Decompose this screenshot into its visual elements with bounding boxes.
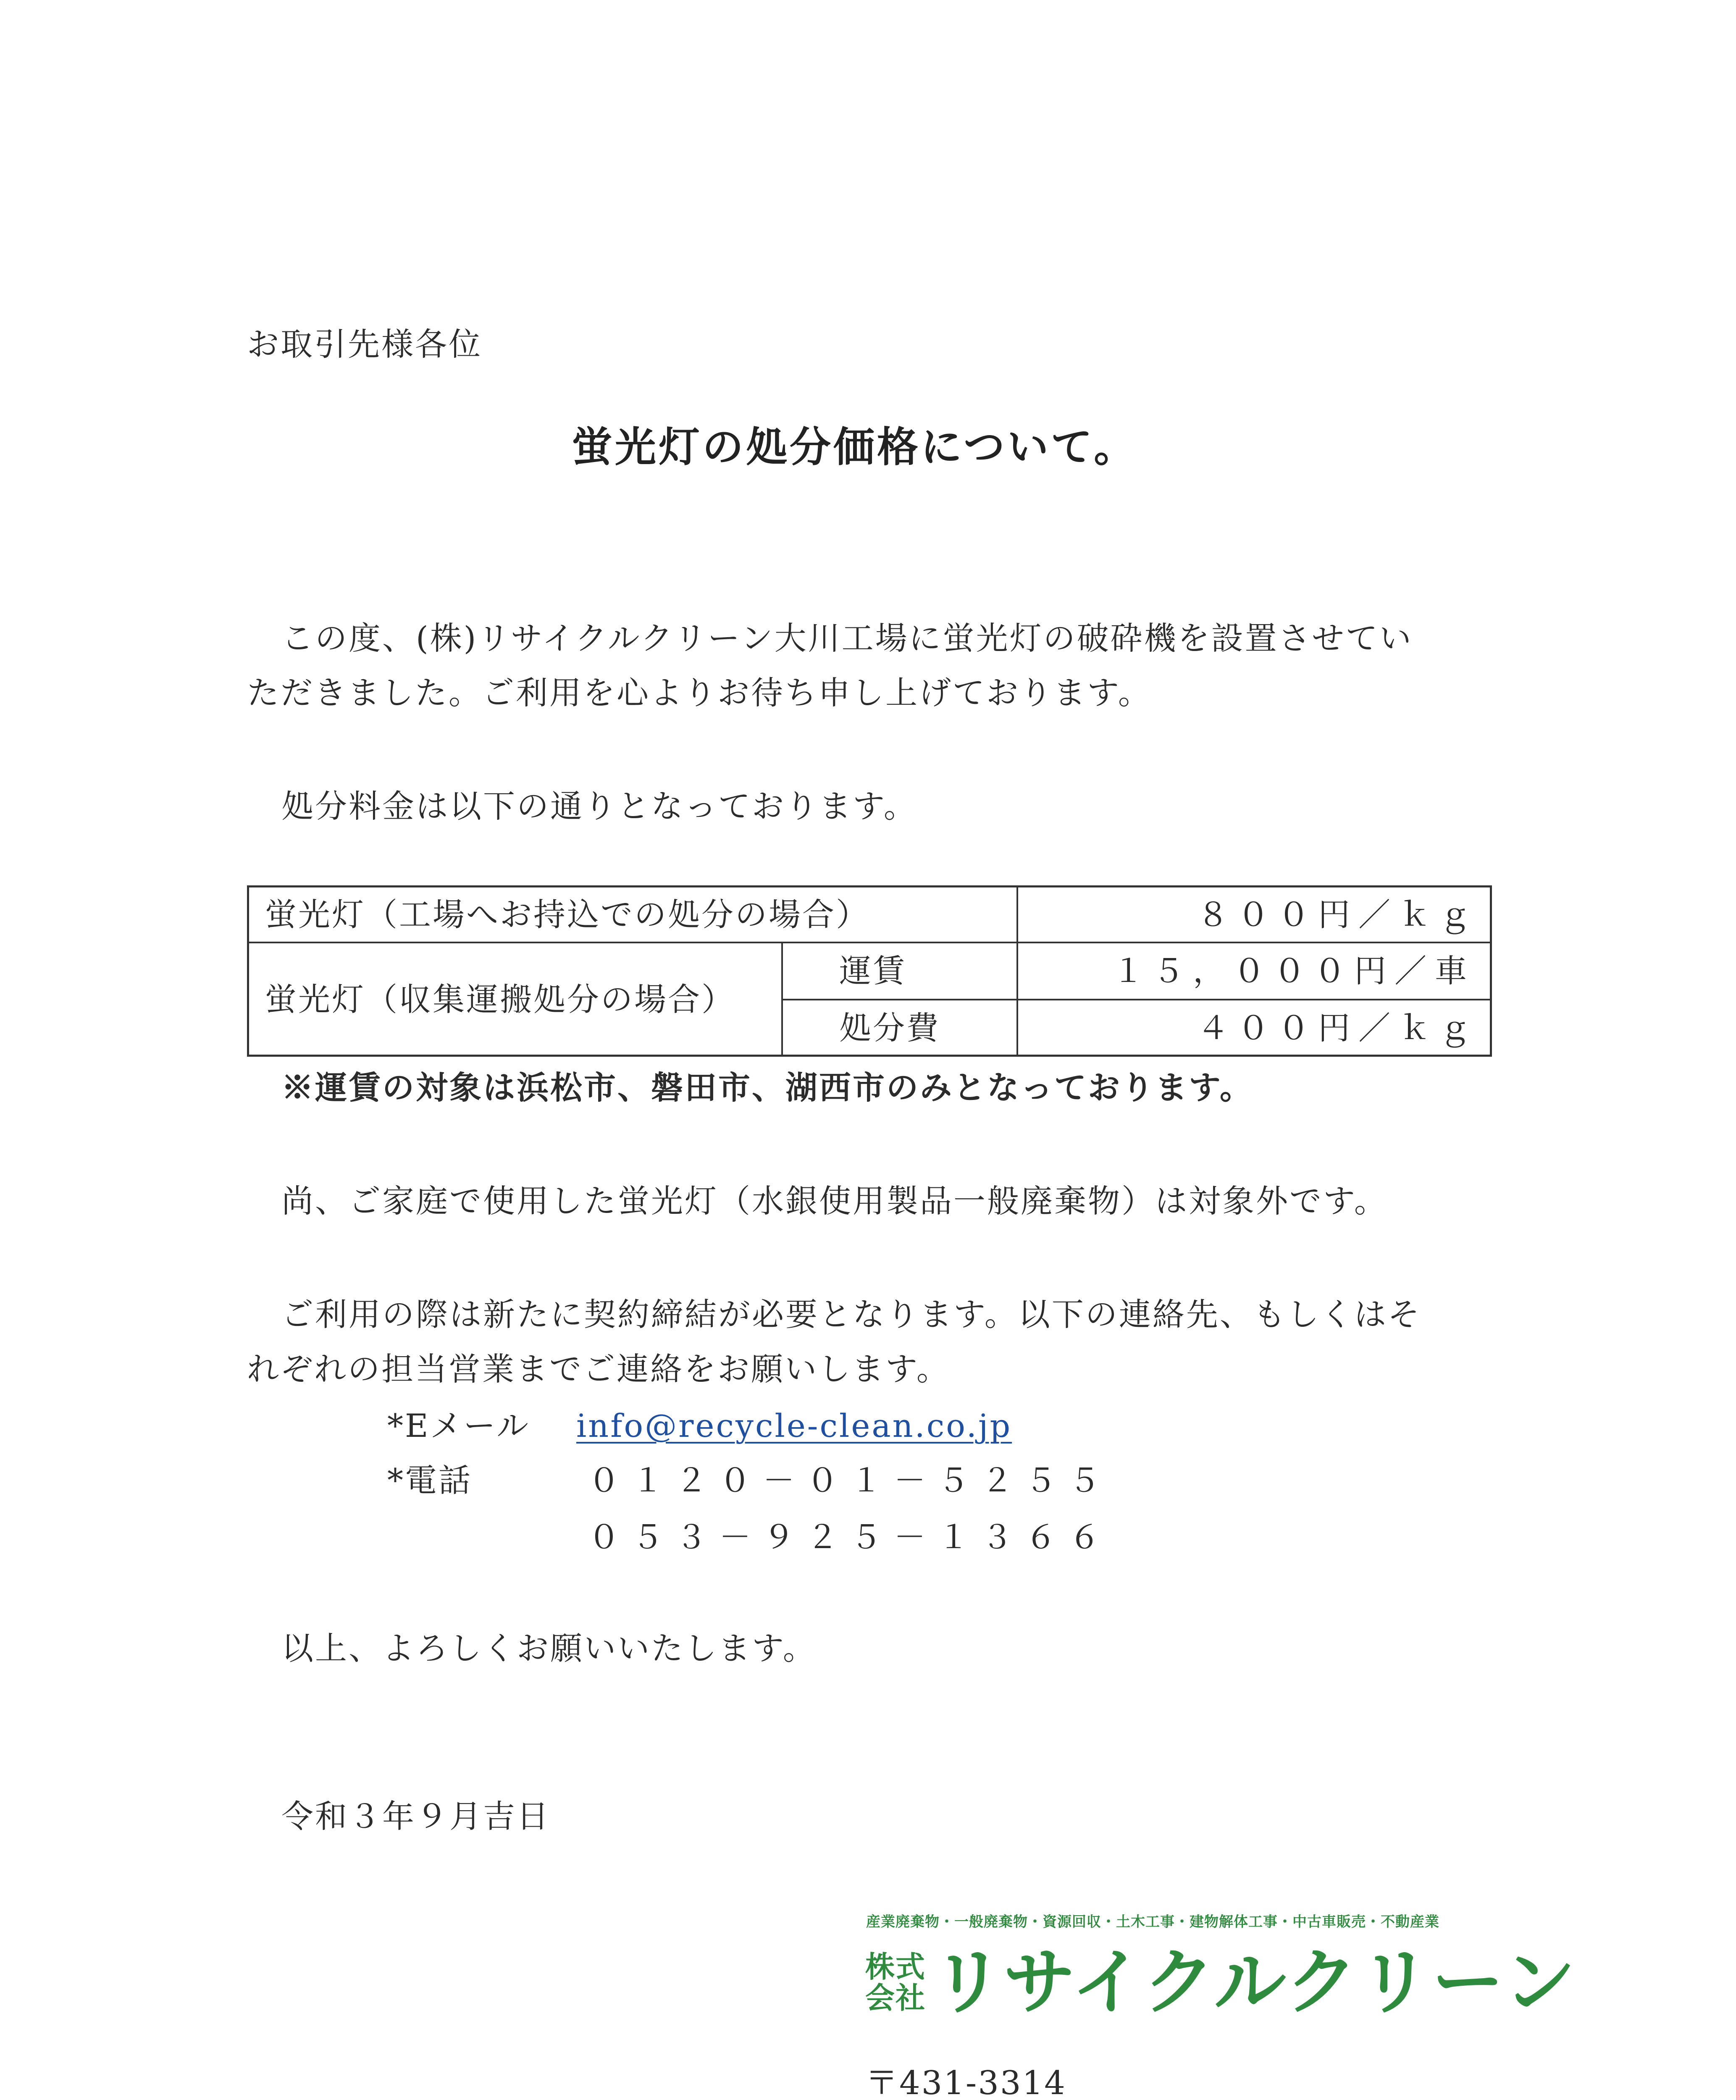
fee-item-disposal-price: ４００円／ｋｇ (1197, 1009, 1479, 1047)
document-title: 蛍光灯の処分価格について。 (571, 423, 1138, 471)
fee-item-freight-price: １５，０００円／車 (1112, 952, 1475, 990)
freight-area-note: ※運賃の対象は浜松市、磐田市、湖西市のみとなっております。 (281, 1069, 1253, 1106)
fee-item-freight-label: 運賃 (839, 952, 906, 990)
household-note: 尚、ご家庭で使用した蛍光灯（水銀使用製品一般廃棄物）は対象外です。 (281, 1182, 1388, 1220)
fee-row1-label: 蛍光灯（工場へお持込での処分の場合） (265, 896, 869, 933)
phone-number-2: ０５３－９２５－１３６６ (588, 1518, 1112, 1556)
phone-label: *電話 (387, 1462, 472, 1499)
fee-intro: 処分料金は以下の通りとなっております。 (281, 788, 917, 825)
fee-table (247, 885, 1492, 1057)
table-subitem-divider (781, 942, 783, 1057)
closing-line: 以上、よろしくお願いいたします。 (281, 1630, 817, 1667)
postal-code: 〒431-3314 (865, 2064, 1066, 2100)
intro-line-1: この度、(株)リサイクルクリーン大川工場に蛍光灯の破砕機を設置させてい (281, 620, 1413, 657)
contract-line-1: ご利用の際は新たに契約締結が必要となります。以下の連絡先、もしくはそ (281, 1296, 1421, 1333)
recipient-line: お取引先様各位 (247, 326, 482, 363)
contract-line-2: れぞれの担当営業までご連絡をお願いします。 (247, 1350, 950, 1388)
fee-item-disposal-label: 処分費 (839, 1009, 940, 1047)
email-link[interactable]: info@recycle-clean.co.jp (576, 1407, 1012, 1444)
intro-line-2: ただきました。ご利用を心よりお待ち申し上げております。 (247, 674, 1152, 711)
table-subrow-divider-right (1016, 942, 1492, 943)
table-border-right (1490, 885, 1492, 1057)
table-border-bottom (247, 1055, 1492, 1057)
table-price-divider (1016, 885, 1018, 1057)
table-subrow-divider (781, 999, 1492, 1000)
fee-row2-label: 蛍光灯（収集運搬処分の場合） (265, 981, 735, 1018)
fee-row1-price: ８００円／ｋｇ (1197, 896, 1479, 933)
table-border-left (247, 885, 249, 1057)
phone-number-1: ０１２０－０１－５２５５ (588, 1462, 1112, 1499)
table-border-top (247, 885, 1492, 887)
email-label: *Eメール (387, 1407, 530, 1444)
company-name: リサイクルクリーン (932, 1940, 1577, 2024)
company-prefix-top: 株式 (865, 1950, 926, 1984)
company-prefix-bottom: 会社 (865, 1981, 926, 2015)
company-tagline: 産業廃棄物・一般廃棄物・資源回収・土木工事・建物解体工事・中古車販売・不動産業 (866, 1914, 1439, 1930)
company-type-prefix (865, 1951, 926, 2013)
issue-date: 令和３年９月吉日 (281, 1798, 550, 1835)
company-logo (865, 1940, 1576, 2024)
